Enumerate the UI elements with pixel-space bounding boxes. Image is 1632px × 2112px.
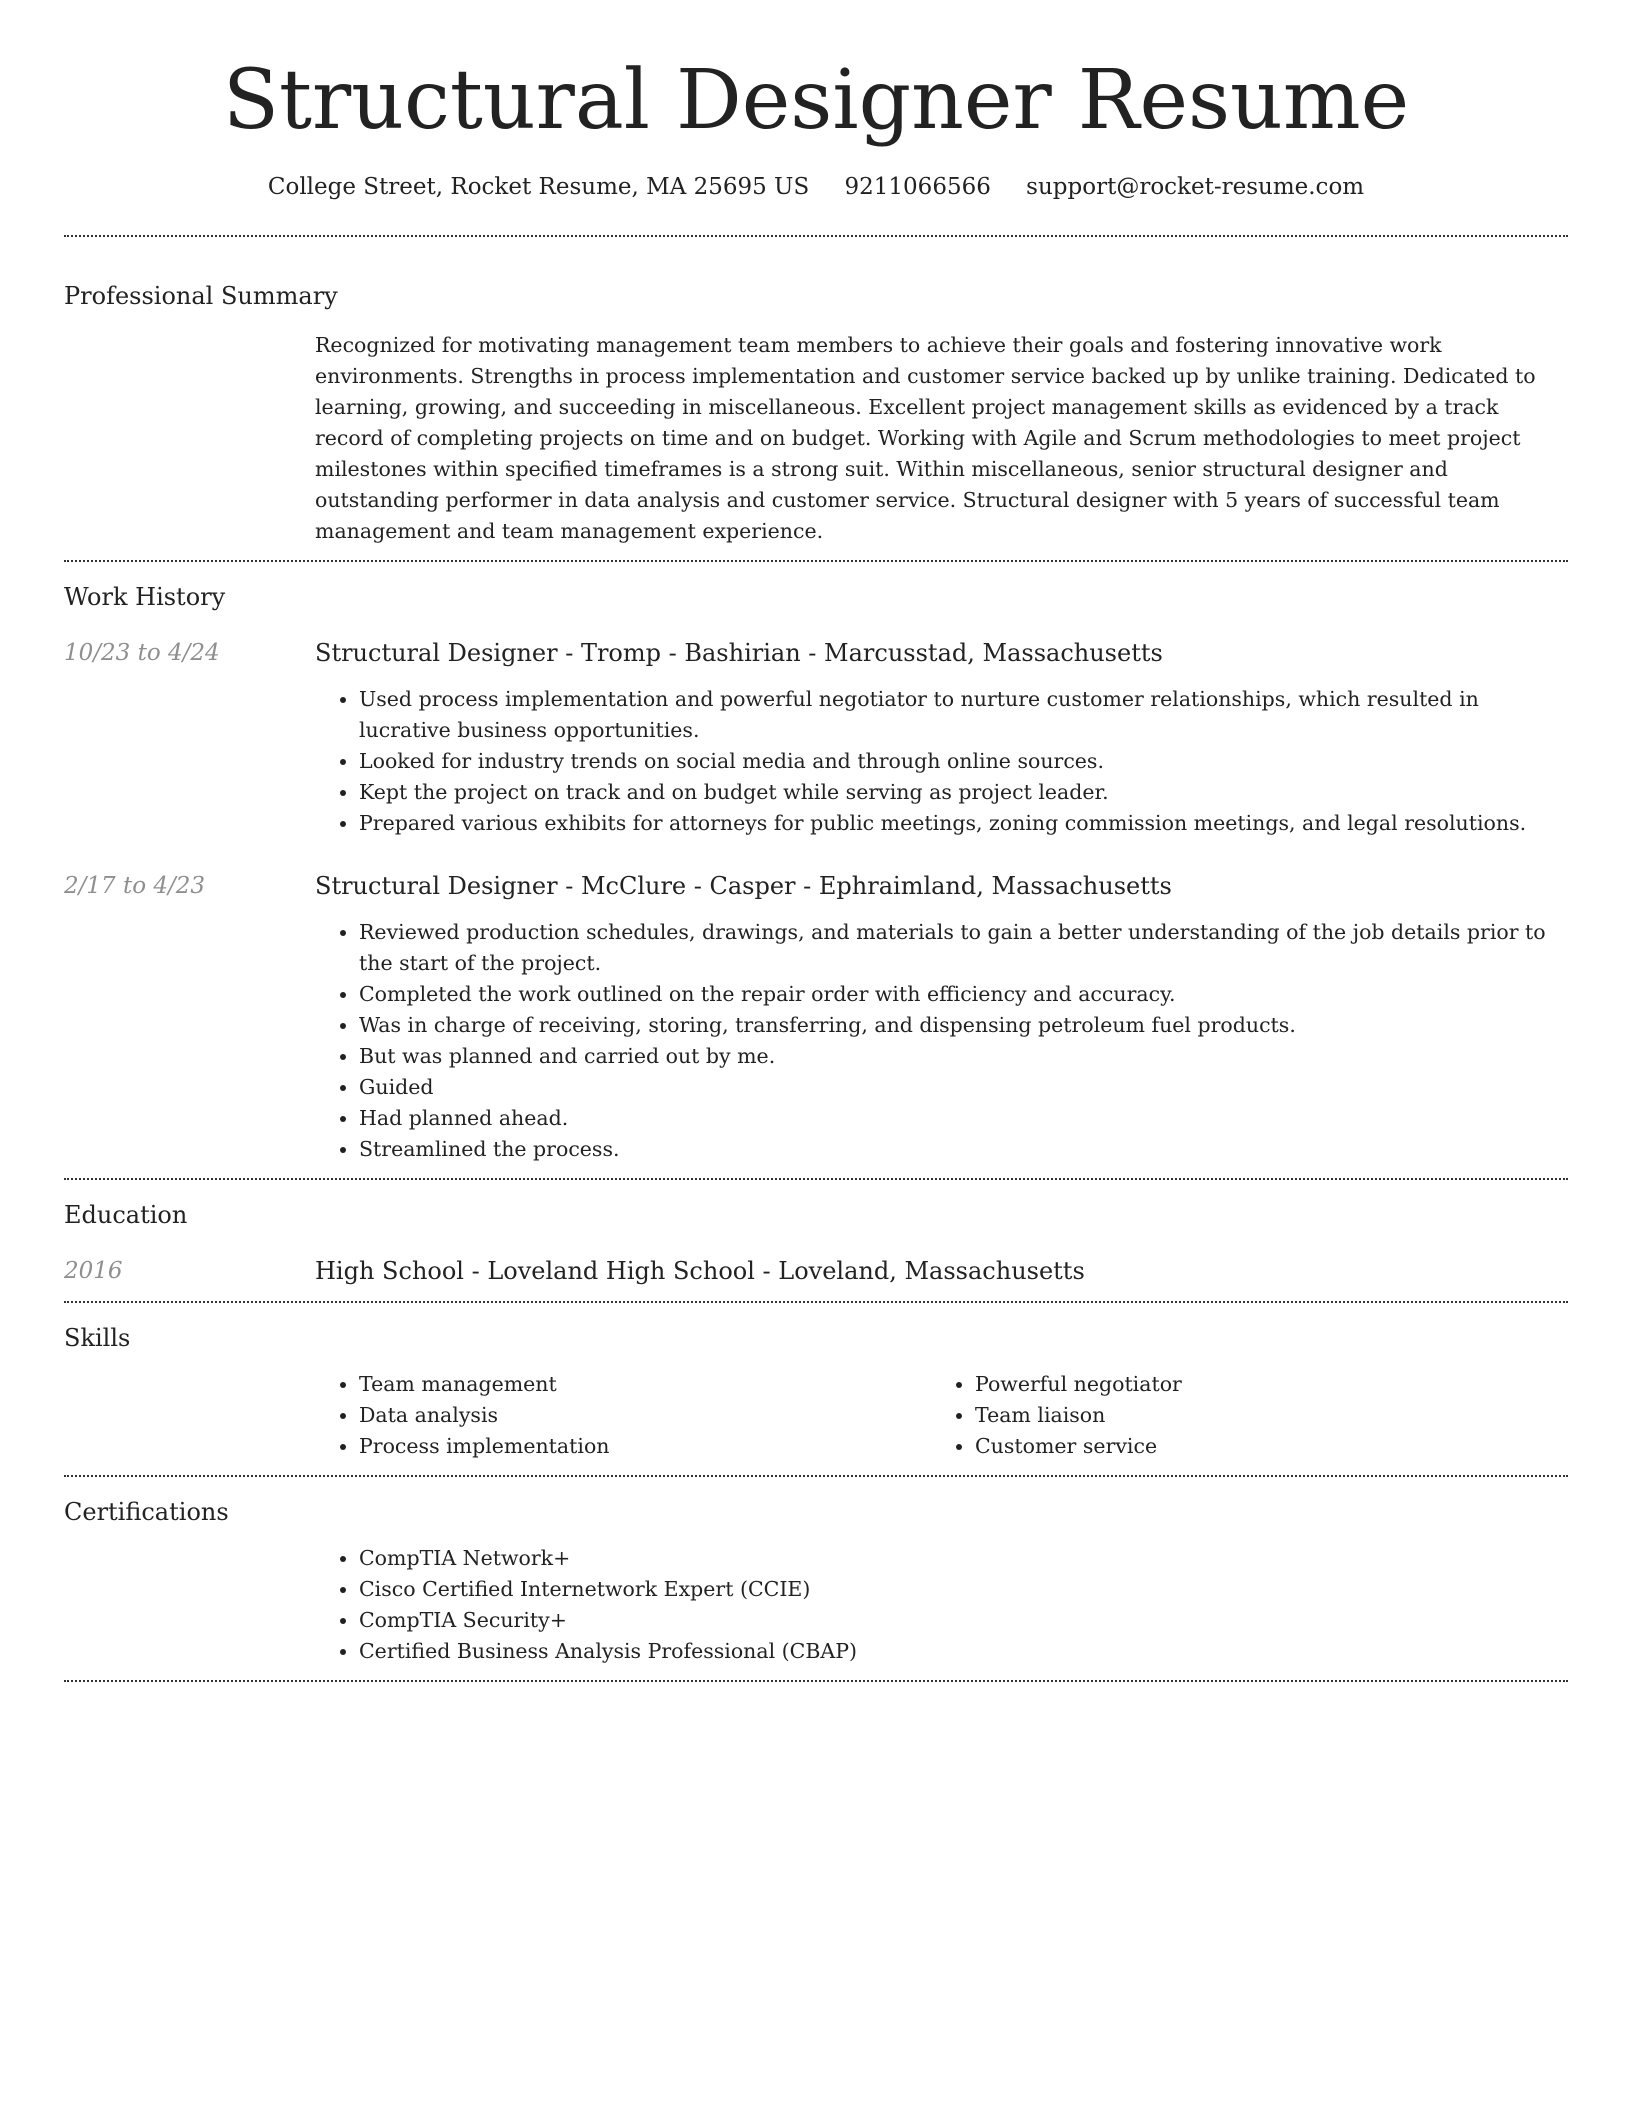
job-bullet: • Used process implementation and powerful negotiator to nurture customer relationships, which resulted in lucrative business opportunities. — [359, 684, 1568, 746]
skills-list-right — [931, 1369, 1547, 1462]
work-history-heading: Work History — [64, 583, 226, 611]
skill-item: • Data analysis — [359, 1400, 931, 1431]
contact-address: College Street, Rocket Resume, MA 25695 US — [267, 174, 810, 200]
certification-item: • Cisco Certified Internetwork Expert (CCIE) — [359, 1574, 1568, 1605]
education-dates: 2016 — [64, 1258, 123, 1284]
education-row — [64, 1254, 1568, 1288]
job-entry — [64, 636, 1568, 839]
job-row — [64, 869, 1568, 1165]
job-bullet: • Kept the project on track and on budget while serving as project leader. — [359, 777, 1568, 808]
job-body — [315, 636, 1568, 839]
summary-text: Recognized for motivating management team members to achieve their goals and fostering innovative work environments. Strengths in process implementation and customer service backed up by unlike training. Dedicated to learning, growing, and succeeding in miscellaneous. Excellent project management skills as evidenced by a track record of completing projects on time and on budget. Working with Agile and Scrum methodologies to meet project milestones within specified timeframes is a strong suit. Within miscellaneous, senior structural designer and outstanding performer in data analysis and customer service. Structural designer with 5 years of successful team management and team management experience. — [315, 333, 1536, 543]
certification-item: • Certified Business Analysis Professional (CBAP) — [359, 1636, 1568, 1667]
certifications-divider — [64, 1680, 1568, 1682]
job-title: Structural Designer - Tromp - Bashirian - Marcusstad, Massachusetts — [315, 639, 1163, 667]
job-bullet: • Prepared various exhibits for attorneys for public meetings, zoning commission meetings, and legal resolutions. — [359, 808, 1568, 839]
skills-list-left — [315, 1369, 931, 1462]
education-section — [64, 1180, 1568, 1301]
work-history-section — [64, 562, 1568, 1178]
job-entry — [64, 869, 1568, 1165]
job-bullet: • But was planned and carried out by me. — [359, 1041, 1568, 1072]
skills-grid — [315, 1369, 1568, 1462]
job-dates: 2/17 to 4/23 — [64, 873, 206, 899]
job-bullet: • Completed the work outlined on the repair order with efficiency and accuracy. — [359, 979, 1568, 1010]
job-title: Structural Designer - McClure - Casper - Ephraimland, Massachusetts — [315, 872, 1172, 900]
certification-item: • CompTIA Network+ — [359, 1543, 1568, 1574]
education-heading: Education — [64, 1201, 188, 1229]
job-bullet: • Streamlined the process. — [359, 1134, 1568, 1165]
resume-title: Structural Designer Resume — [222, 53, 1410, 148]
job-body — [315, 869, 1568, 1165]
job-bullet: • Looked for industry trends on social media and through online sources. — [359, 746, 1568, 777]
job-bullets — [315, 917, 1568, 1165]
job-bullet: • Guided — [359, 1072, 1568, 1103]
skill-item: • Team management — [359, 1369, 931, 1400]
skills-heading: Skills — [64, 1324, 131, 1352]
summary-heading: Professional Summary — [64, 282, 338, 310]
job-bullet: • Reviewed production schedules, drawings, and materials to gain a better understanding of the job details prior to the start of the project. — [359, 917, 1568, 979]
skill-item: • Powerful negotiator — [975, 1369, 1547, 1400]
skill-item: • Process implementation — [359, 1431, 931, 1462]
certifications-list — [315, 1543, 1568, 1667]
certifications-heading: Certifications — [64, 1498, 229, 1526]
education-title: High School - Loveland High School - Loveland, Massachusetts — [315, 1257, 1085, 1285]
education-body — [315, 1254, 1568, 1288]
resume-page — [64, 0, 1568, 1682]
contact-line — [64, 170, 1568, 204]
job-bullet: • Was in charge of receiving, storing, transferring, and dispensing petroleum fuel products. — [359, 1010, 1568, 1041]
certification-item: • CompTIA Security+ — [359, 1605, 1568, 1636]
job-dates: 10/23 to 4/24 — [64, 640, 220, 666]
summary-section — [64, 237, 1568, 560]
skill-item: • Team liaison — [975, 1400, 1547, 1431]
skills-section — [64, 1303, 1568, 1475]
contact-phone: 9211066566 — [844, 174, 991, 200]
job-bullets — [315, 684, 1568, 839]
certifications-bullets — [315, 1543, 1568, 1667]
job-bullet: • Had planned ahead. — [359, 1103, 1568, 1134]
contact-email: support@rocket-resume.com — [1026, 174, 1365, 200]
certifications-section — [64, 1477, 1568, 1680]
skill-item: • Customer service — [975, 1431, 1547, 1462]
job-row — [64, 636, 1568, 839]
